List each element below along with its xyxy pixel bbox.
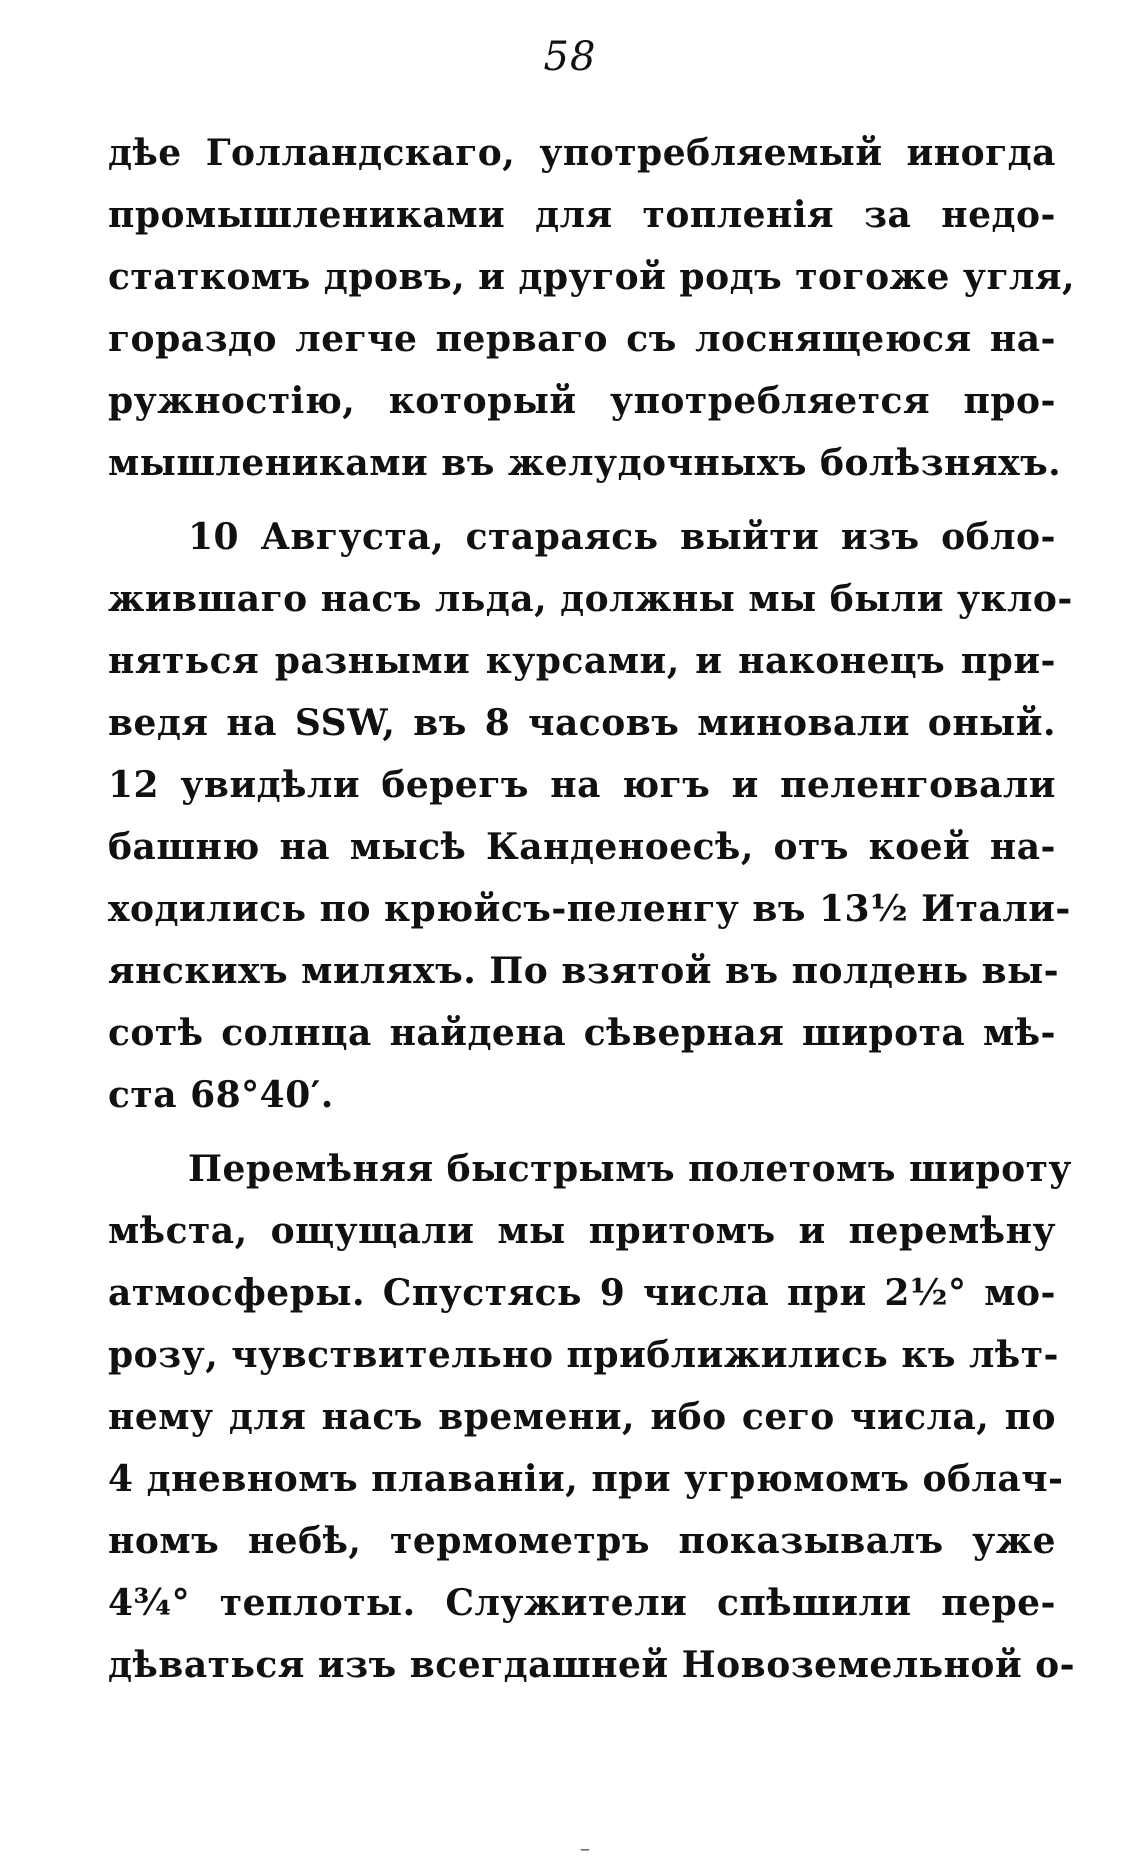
paragraph-1 bbox=[108, 122, 1076, 494]
text-line: дѣе Голландскаго, употребляемый иногда bbox=[108, 132, 1056, 174]
text-line: Перемѣняя быстрымъ полетомъ широту bbox=[188, 1148, 1072, 1190]
text-line: розу, чувствительно приближились къ лѣт- bbox=[108, 1334, 1059, 1376]
page-number: 58 bbox=[543, 34, 597, 80]
paragraph-gap bbox=[108, 1126, 1056, 1138]
text-line: 12 увидѣли берегъ на югъ и пеленговали bbox=[108, 764, 1056, 806]
page-body bbox=[108, 122, 1076, 1696]
text-line: ста 68°40′. bbox=[108, 1074, 334, 1116]
text-line: гораздо легче перваго съ лоснящеюся на- bbox=[108, 318, 1056, 360]
text-line: 4 дневномъ плаваніи, при угрюмомъ облач- bbox=[108, 1458, 1064, 1500]
text-line: статкомъ дровъ, и другой родъ тогоже угля, bbox=[108, 256, 1076, 298]
text-line: башню на мысѣ Канденоесѣ, отъ коей на- bbox=[108, 826, 1056, 868]
text-line: дѣваться изъ всегдашней Новоземельной о- bbox=[108, 1644, 1076, 1686]
text-line: няться разными курсами, и наконецъ при- bbox=[108, 640, 1056, 682]
paragraph-3 bbox=[108, 1138, 1076, 1696]
text-line: номъ небѣ, термометръ показывалъ уже bbox=[108, 1520, 1056, 1562]
text-line: ходились по крюйсъ-пеленгу въ 13½ Итали- bbox=[108, 888, 1071, 930]
text-line: 4¾° теплоты. Служители спѣшили пере- bbox=[108, 1582, 1056, 1624]
text-line: атмосферы. Спустясь 9 числа при 2½° мо- bbox=[108, 1272, 1056, 1314]
paragraph-2 bbox=[108, 506, 1073, 1126]
text-line: промышлениками для топленія за недо- bbox=[108, 194, 1056, 236]
text-line: 10 Августа, стараясь выйти изъ обло- bbox=[188, 516, 1056, 558]
text-line: мѣста, ощущали мы притомъ и перемѣну bbox=[108, 1210, 1056, 1252]
text-line: сотѣ солнца найдена сѣверная широта мѣ- bbox=[108, 1012, 1056, 1054]
paragraph-gap bbox=[108, 494, 1056, 506]
text-line: мышлениками въ желудочныхъ болѣзняхъ. bbox=[108, 442, 1062, 484]
text-line: ружностію, который употребляется про- bbox=[108, 380, 1056, 422]
text-line: нему для насъ времени, ибо сего числа, по bbox=[108, 1396, 1056, 1438]
text-line: янскихъ миляхъ. По взятой въ полдень вы- bbox=[108, 950, 1060, 992]
text-line: жившаго насъ льда, должны мы были укло- bbox=[108, 578, 1073, 620]
bottom-dash-mark: – bbox=[580, 1836, 590, 1860]
text-line: ведя на SSW, въ 8 часовъ миновали оный. bbox=[108, 702, 1056, 744]
